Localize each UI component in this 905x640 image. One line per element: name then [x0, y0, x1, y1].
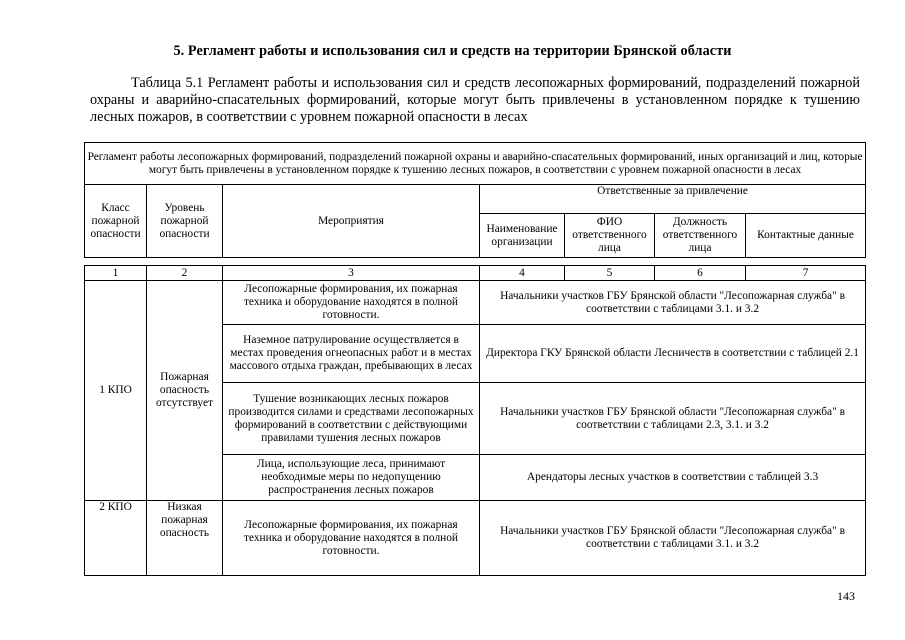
- col-number: 6: [655, 266, 746, 281]
- column-number-row: [85, 266, 866, 281]
- measure-cell: Лица, использующие леса, принимают необходимые меры по недопущению распространения лесных пожаров: [223, 455, 480, 501]
- class-cell: 1 КПО: [85, 281, 147, 501]
- header-measures: Мероприятия: [223, 185, 480, 258]
- table-title-cell: Регламент работы лесопожарных формирований, подразделений пожарной охраны и аварийно-спасательных формирований, иных организаций и лиц, которые могут быть привлечены в установленном порядке к тушению лесных пожаров, в соответствии с уровнем пожарной опасности в лесах: [85, 143, 866, 185]
- responsible-cell: Начальники участков ГБУ Брянской области "Лесопожарная служба" в соответствии с таблицами 2.3, 3.1. и 3.2: [480, 383, 866, 455]
- col-number: 5: [565, 266, 655, 281]
- responsible-cell: Начальники участков ГБУ Брянской области "Лесопожарная служба" в соответствии с таблицами 3.1. и 3.2: [480, 281, 866, 325]
- page-number: 143: [837, 589, 855, 603]
- table-title-row: [85, 143, 866, 185]
- header-class: Класс пожарной опасности: [85, 185, 147, 258]
- header-contacts: Контактные данные: [746, 214, 866, 258]
- class-cell: 2 КПО: [85, 501, 147, 576]
- table-row: [85, 281, 866, 325]
- responsible-cell: Начальники участков ГБУ Брянской области "Лесопожарная служба" в соответствии с таблицами 3.1. и 3.2: [480, 501, 866, 576]
- col-number: 1: [85, 266, 147, 281]
- header-org-name: Наименование организации: [480, 214, 565, 258]
- level-cell: Пожарная опасность отсутствует: [147, 281, 223, 501]
- header-fio: ФИО ответственного лица: [565, 214, 655, 258]
- measure-cell: Лесопожарные формирования, их пожарная техника и оборудование находятся в полной готовности.: [223, 281, 480, 325]
- header-level: Уровень пожарной опасности: [147, 185, 223, 258]
- measure-cell: Наземное патрулирование осуществляется в местах проведения огнеопасных работ и в местах массового отдыха граждан, пребывающих в лесах: [223, 325, 480, 383]
- col-number: 7: [746, 266, 866, 281]
- col-number: 4: [480, 266, 565, 281]
- header-position: Должность ответственного лица: [655, 214, 746, 258]
- header-row-1: [85, 185, 866, 214]
- spacer-row: [85, 258, 866, 266]
- measure-cell: Лесопожарные формирования, их пожарная техника и оборудование находятся в полной готовности.: [223, 501, 480, 576]
- table-caption: Таблица 5.1 Регламент работы и использования сил и средств лесопожарных формирований, подразделений пожарной охраны и аварийно-спасательных формирований, которые могут быть привлечены в установленном порядке к тушению лесных пожаров, в соответствии с уровнем пожарной опасности в лесах: [90, 75, 860, 125]
- header-responsible: Ответственные за привлечение: [480, 185, 866, 214]
- col-number: 3: [223, 266, 480, 281]
- responsible-cell: Арендаторы лесных участков в соответствии с таблицей 3.3: [480, 455, 866, 501]
- level-cell: Низкая пожарная опасность: [147, 501, 223, 576]
- measure-cell: Тушение возникающих лесных пожаров производится силами и средствами лесопожарных формирований в соответствии с действующими правилами тушения лесных пожаров: [223, 383, 480, 455]
- table-row: [85, 501, 866, 576]
- responsible-cell: Директора ГКУ Брянской области Лесничеств в соответствии с таблицей 2.1: [480, 325, 866, 383]
- regulation-table: [84, 142, 866, 576]
- section-title: 5. Регламент работы и использования сил и средств на территории Брянской области: [173, 43, 732, 59]
- col-number: 2: [147, 266, 223, 281]
